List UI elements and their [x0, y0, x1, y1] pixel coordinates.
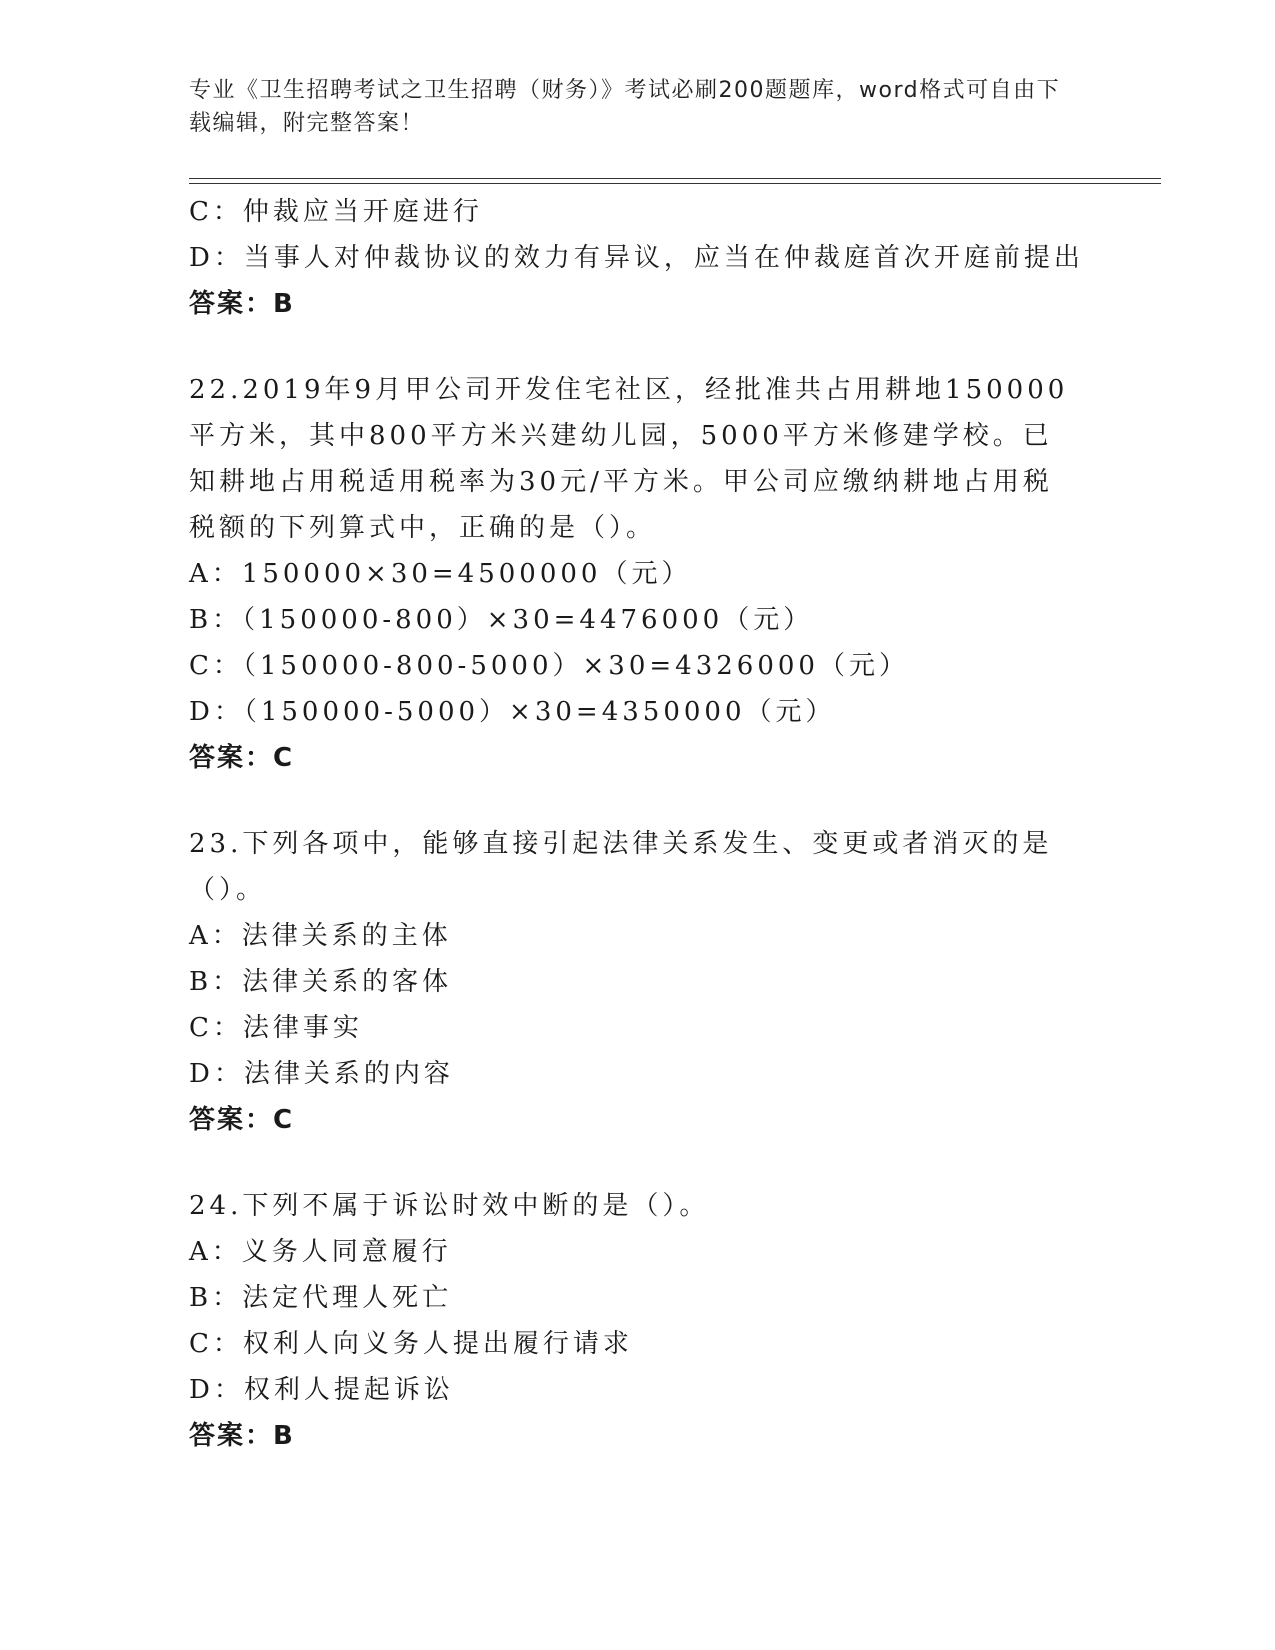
option-b: B：（150000-800）×30=4476000（元）: [189, 605, 814, 635]
option-a: A：法律关系的主体: [189, 921, 452, 951]
spacer: [189, 1143, 1079, 1183]
question-23: [189, 821, 1079, 1143]
option-a: A：150000×30=4500000（元）: [189, 559, 692, 589]
option-c: C：仲裁应当开庭进行: [189, 197, 483, 227]
document-header: 专业《卫生招聘考试之卫生招聘（财务）》考试必刷200题题库，word格式可自由下载编辑，附完整答案！: [189, 78, 1061, 136]
continued-question: [189, 189, 1084, 327]
answer-line: 答案：B: [189, 1421, 295, 1451]
question-content: [189, 189, 1084, 1459]
option-c: C：权利人向义务人提出履行请求: [189, 1329, 633, 1359]
spacer: [189, 781, 1079, 821]
answer-line: 答案：B: [189, 289, 295, 319]
option-c: C：（150000-800-5000）×30=4326000（元）: [189, 651, 909, 681]
spacer: [189, 327, 1079, 367]
option-d: D：权利人提起诉讼: [189, 1375, 454, 1405]
question-stem: 24.下列不属于诉讼时效中断的是（）。: [189, 1191, 710, 1221]
question-24: [189, 1183, 1079, 1459]
question-stem: 23.下列各项中，能够直接引起法律关系发生、变更或者消灭的是（）。: [189, 829, 1053, 905]
option-d: D：法律关系的内容: [189, 1059, 454, 1089]
option-d: D：当事人对仲裁协议的效力有异议，应当在仲裁庭首次开庭前提出: [189, 243, 1084, 273]
option-a: A：义务人同意履行: [189, 1237, 452, 1267]
option-c: C：法律事实: [189, 1013, 363, 1043]
option-b: B：法定代理人死亡: [189, 1283, 453, 1313]
question-22: [189, 367, 1079, 781]
answer-line: 答案：C: [189, 743, 295, 773]
header-divider-bottom: [189, 183, 1161, 184]
answer-line: 答案：C: [189, 1105, 295, 1135]
question-stem: 22.2019年9月甲公司开发住宅社区，经批准共占用耕地150000平方米，其中800平方米兴建幼儿园，5000平方米修建学校。已知耕地占用税适用税率为30元/平方米。甲公司应缴纳耕地占用税税额的下列算式中，正确的是（）。: [189, 375, 1069, 543]
option-d: D：（150000-5000）×30=4350000（元）: [189, 697, 836, 727]
header-divider-top: [189, 178, 1161, 179]
option-b: B：法律关系的客体: [189, 967, 453, 997]
